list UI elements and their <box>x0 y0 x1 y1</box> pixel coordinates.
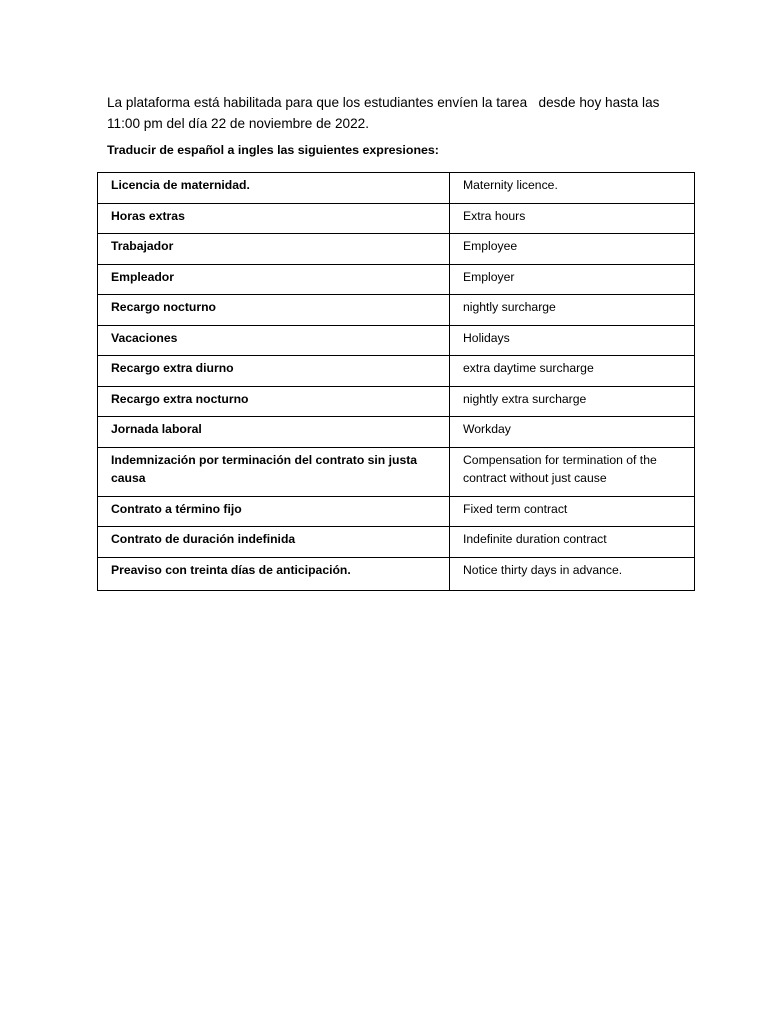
english-translation: Fixed term contract <box>450 496 695 527</box>
spanish-term: Contrato de duración indefinida <box>98 527 450 558</box>
intro-line-2: 11:00 pm del día 22 de noviembre de 2022. <box>107 116 369 131</box>
spanish-term: Preaviso con treinta días de anticipación. <box>98 557 450 591</box>
table-row <box>98 356 695 387</box>
table-row <box>98 264 695 295</box>
spanish-term: Vacaciones <box>98 325 450 356</box>
intro-line-1: La plataforma está habilitada para que los estudiantes envíen la tarea desde hoy hasta las <box>107 95 660 110</box>
spanish-term: Recargo extra nocturno <box>98 386 450 417</box>
english-translation: Employee <box>450 234 695 265</box>
spanish-term: Indemnización por terminación del contrato sin justa causa <box>98 447 450 496</box>
english-translation: Holidays <box>450 325 695 356</box>
table-row <box>98 527 695 558</box>
english-translation: Workday <box>450 417 695 448</box>
table-row <box>98 557 695 591</box>
english-translation: Notice thirty days in advance. <box>450 557 695 591</box>
spanish-term: Empleador <box>98 264 450 295</box>
spanish-term: Recargo extra diurno <box>98 356 450 387</box>
table-row <box>98 496 695 527</box>
english-translation: nightly extra surcharge <box>450 386 695 417</box>
spanish-term: Trabajador <box>98 234 450 265</box>
english-translation: nightly surcharge <box>450 295 695 326</box>
spanish-term: Licencia de maternidad. <box>98 173 450 204</box>
english-translation: extra daytime surcharge <box>450 356 695 387</box>
table-row <box>98 417 695 448</box>
table-row <box>98 203 695 234</box>
translation-table-body <box>98 173 695 591</box>
spanish-term: Jornada laboral <box>98 417 450 448</box>
english-translation: Employer <box>450 264 695 295</box>
instruction-text: Traducir de español a ingles las siguientes expresiones: <box>107 143 439 157</box>
english-translation: Indefinite duration contract <box>450 527 695 558</box>
spanish-term: Horas extras <box>98 203 450 234</box>
table-row <box>98 325 695 356</box>
spanish-term: Contrato a término fijo <box>98 496 450 527</box>
table-row <box>98 295 695 326</box>
english-translation: Extra hours <box>450 203 695 234</box>
intro-paragraph <box>107 92 687 134</box>
table-row <box>98 234 695 265</box>
translation-table <box>97 172 695 591</box>
table-row <box>98 173 695 204</box>
spanish-term: Recargo nocturno <box>98 295 450 326</box>
table-row <box>98 386 695 417</box>
table-row <box>98 447 695 496</box>
english-translation: Compensation for termination of the contract without just cause <box>450 447 695 496</box>
english-translation: Maternity licence. <box>450 173 695 204</box>
